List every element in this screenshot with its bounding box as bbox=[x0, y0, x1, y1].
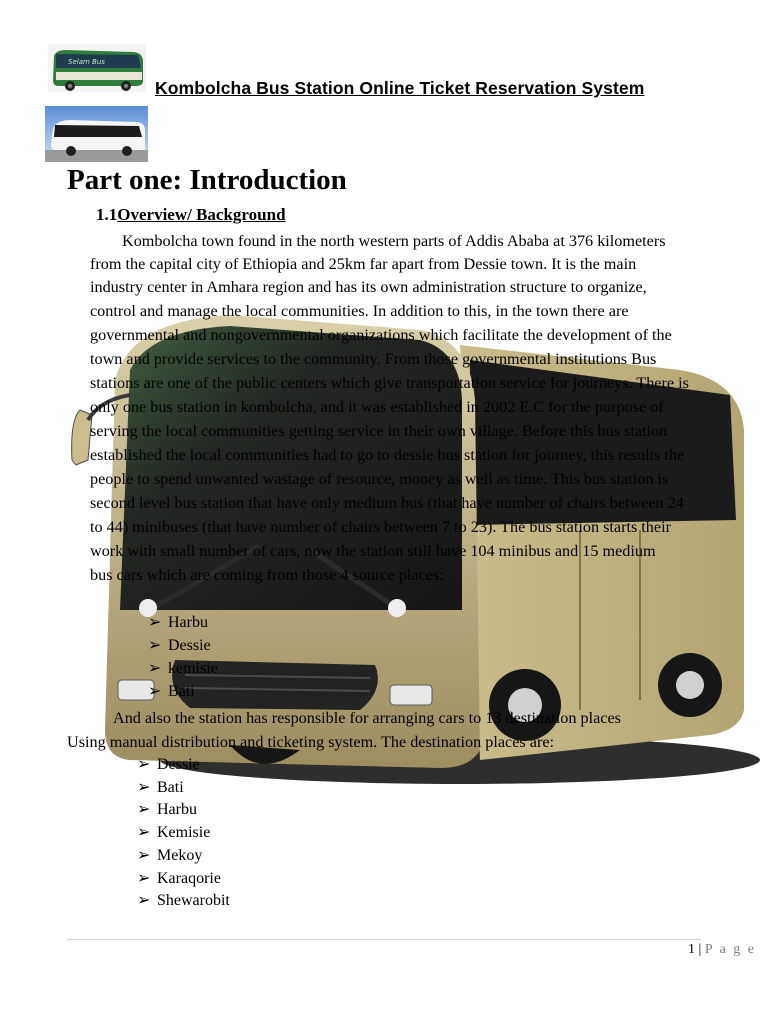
paragraph-line: established the local communities had to go to dessie bus station for journey, this results the bbox=[90, 446, 685, 464]
paragraph-line: only one bus station in kombolcha, and it was established in 2002 E.C for the purpose of bbox=[90, 398, 664, 416]
paragraph-line: town and provide services to the community. From those governmental institutions Bus bbox=[90, 350, 657, 368]
list-item: ➢ Dessie bbox=[137, 754, 200, 776]
section-title: Overview/ Background bbox=[117, 205, 286, 224]
paragraph-line: And also the station has responsible for arranging cars to 13 destination places bbox=[113, 709, 621, 727]
list-item: ➢ Bati bbox=[137, 777, 184, 799]
arrow-bullet-icon: ➢ bbox=[137, 892, 151, 909]
paragraph-line: governmental and nongovernmental organizations which facilitate the development of the bbox=[90, 326, 672, 344]
list-item: ➢ Harbu bbox=[148, 612, 208, 634]
arrow-bullet-icon: ➢ bbox=[137, 801, 151, 818]
paragraph-line: bus cars which are coming from those 4 source places: bbox=[90, 566, 444, 584]
list-item: ➢ Mekoy bbox=[137, 845, 202, 867]
paragraph-line: Kombolcha town found in the north western parts of Addis Ababa at 376 kilometers bbox=[122, 232, 666, 250]
arrow-bullet-icon: ➢ bbox=[148, 683, 162, 700]
paragraph-line: people to spend unwanted wastage of resource, money as well as time. This bus station is bbox=[90, 470, 669, 488]
paragraph-line: work with small number of cars, now the station still have 104 minibus and 15 medium bbox=[90, 542, 656, 560]
arrow-bullet-icon: ➢ bbox=[137, 870, 151, 887]
section-heading bbox=[96, 205, 286, 225]
page-number-footer bbox=[688, 942, 756, 958]
page-separator: | bbox=[698, 942, 702, 957]
list-item: ➢ Harbu bbox=[137, 799, 197, 821]
list-item: ➢ Kemisie bbox=[137, 822, 210, 844]
list-item: ➢ Karaqorie bbox=[137, 868, 221, 890]
paragraph-line: stations are one of the public centers which give transportation service for journeys. There is bbox=[90, 374, 689, 392]
page-label: P a g e bbox=[704, 942, 757, 957]
section-number: 1.1 bbox=[96, 205, 118, 224]
header-bus-image-green bbox=[48, 44, 146, 92]
list-item: ➢ Bati bbox=[148, 681, 195, 703]
arrow-bullet-icon: ➢ bbox=[137, 779, 151, 796]
paragraph-line: second level bus station that have only medium bus (that have number of chairs between 24 bbox=[90, 494, 684, 512]
header-bus-image-white bbox=[45, 106, 148, 162]
paragraph-line: control and manage the local communities. In addition to this, in the town there are bbox=[90, 302, 629, 320]
arrow-bullet-icon: ➢ bbox=[148, 637, 162, 654]
svg-text:Selam Bus: Selam Bus bbox=[68, 58, 105, 66]
arrow-bullet-icon: ➢ bbox=[137, 847, 151, 864]
paragraph-line: serving the local communities getting service in their own village. Before this bus station bbox=[90, 422, 668, 440]
list-item: ➢ Dessie bbox=[148, 635, 211, 657]
paragraph-line: industry center in Amhara region and has its own administration structure to organize, bbox=[90, 278, 647, 296]
list-item: ➢ kemisie bbox=[148, 658, 218, 680]
page-number: 1 bbox=[688, 942, 695, 957]
document-header-title: Kombolcha Bus Station Online Ticket Reservation System bbox=[155, 78, 645, 98]
part-title: Part one: Introduction bbox=[67, 164, 347, 196]
arrow-bullet-icon: ➢ bbox=[137, 824, 151, 841]
footer-divider bbox=[67, 939, 701, 940]
arrow-bullet-icon: ➢ bbox=[137, 756, 151, 773]
list-item: ➢ Shewarobit bbox=[137, 890, 230, 912]
arrow-bullet-icon: ➢ bbox=[148, 660, 162, 677]
arrow-bullet-icon: ➢ bbox=[148, 614, 162, 631]
paragraph-line: from the capital city of Ethiopia and 25km far apart from Dessie town. It is the main bbox=[90, 255, 637, 273]
paragraph-line: Using manual distribution and ticketing system. The destination places are: bbox=[67, 733, 555, 751]
paragraph-line: to 44) minibuses (that have number of chairs between 7 to 23). The bus station starts their bbox=[90, 518, 671, 536]
